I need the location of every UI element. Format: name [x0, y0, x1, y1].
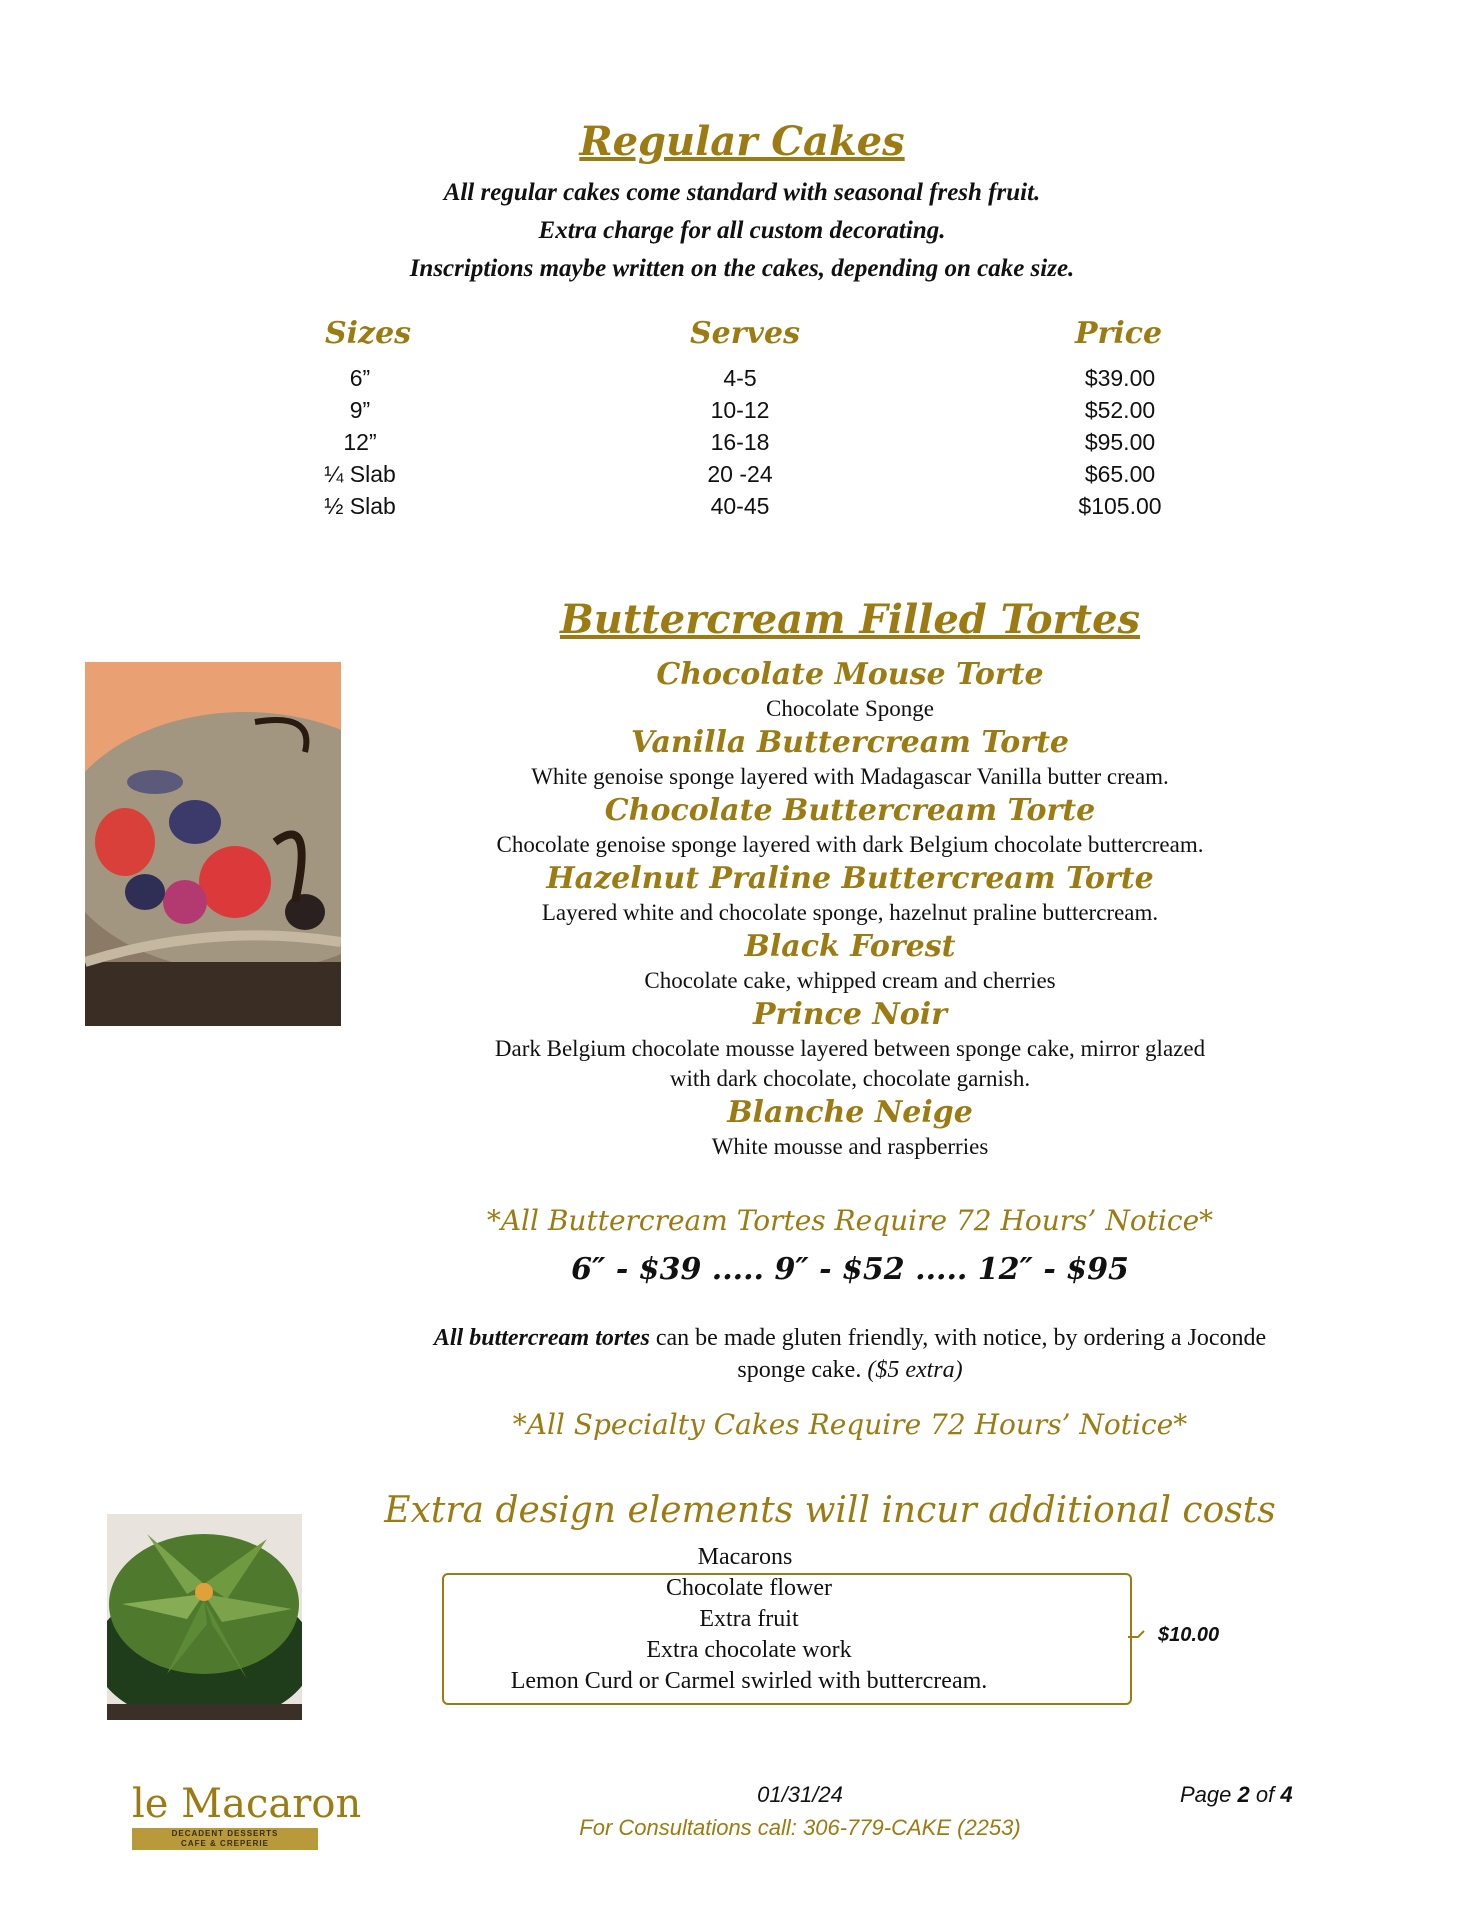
- logo-sub-2: CAFE & CREPERIE: [181, 1839, 269, 1848]
- intro-line: Extra charge for all custom decorating.: [538, 217, 946, 244]
- price-cell: $65.00: [1084, 461, 1156, 487]
- page-of: of: [1249, 1782, 1281, 1807]
- gf-text2: sponge cake.: [737, 1357, 868, 1383]
- size-cell: ¼ Slab: [324, 461, 396, 487]
- extra-item: Extra chocolate work: [646, 1637, 852, 1663]
- serves-cell: 16-18: [710, 429, 770, 455]
- torte-desc: Layered white and chocolate sponge, hazelnut praline buttercream.: [541, 900, 1159, 925]
- torte-desc: White genoise sponge layered with Madagascar Vanilla butter cream.: [531, 764, 1169, 789]
- torte-desc: with dark chocolate, chocolate garnish.: [669, 1066, 1031, 1091]
- torte-name: Blanche Neige: [727, 1095, 973, 1130]
- torte-notice: *All Buttercream Tortes Require 72 Hours’ Notice*: [486, 1204, 1214, 1237]
- page-prefix: Page: [1180, 1782, 1238, 1807]
- serves-cell: 40-45: [710, 493, 770, 519]
- footer-page: [1180, 1782, 1293, 1808]
- price-cell: $39.00: [1084, 365, 1156, 391]
- header-serves: Serves: [690, 316, 800, 351]
- size-cell: 9”: [349, 397, 371, 423]
- torte-name: Prince Noir: [752, 997, 947, 1032]
- size-cell: 6”: [349, 365, 371, 391]
- header-sizes: Sizes: [325, 316, 412, 351]
- price-column: [1050, 362, 1190, 522]
- torte-name: Hazelnut Praline Buttercream Torte: [546, 861, 1154, 896]
- torte-name: Chocolate Buttercream Torte: [604, 793, 1096, 828]
- price-cell: $95.00: [1084, 429, 1156, 455]
- price-cell: $105.00: [1078, 493, 1162, 519]
- gf-text: can be made gluten friendly, with notice, by ordering a Joconde: [649, 1325, 1267, 1351]
- gf-bold: All buttercream tortes: [433, 1325, 650, 1351]
- intro-line: All regular cakes come standard with seasonal fresh fruit.: [443, 179, 1041, 206]
- size-cell: ½ Slab: [324, 493, 396, 519]
- le-macaron-logo: [132, 1780, 362, 1854]
- page-num: 2: [1237, 1782, 1250, 1807]
- extras-box-items: [444, 1573, 1054, 1697]
- extra-item: Chocolate flower: [666, 1575, 832, 1601]
- regular-intro: [0, 174, 1484, 288]
- extra-item: Extra fruit: [699, 1606, 799, 1632]
- torte-photo: [85, 662, 341, 1026]
- logo-text: le Macaron: [132, 1781, 362, 1827]
- torte-desc: Chocolate genoise sponge layered with dark Belgium chocolate buttercream.: [496, 832, 1204, 857]
- intro-line: Inscriptions maybe written on the cakes, depending on cake size.: [409, 255, 1075, 282]
- footer-consult: For Consultations call: 306-779-CAKE (2253): [579, 1815, 1021, 1840]
- serves-cell: 20 -24: [707, 461, 773, 487]
- torte-prices: 6″ - $39 ..... 9″ - $52 ..... 12″ - $95: [571, 1252, 1129, 1287]
- torte-name: Vanilla Buttercream Torte: [630, 725, 1070, 760]
- logo-sub-1: DECADENT DESSERTS: [171, 1829, 279, 1838]
- torte-list: [350, 656, 1350, 1162]
- torte-desc: Chocolate Sponge: [766, 696, 934, 721]
- torte-name: Black Forest: [744, 929, 956, 964]
- extras-title: Extra design elements will incur additional costs: [384, 1490, 1276, 1531]
- specialty-notice: *All Specialty Cakes Require 72 Hours’ Notice*: [512, 1408, 1188, 1441]
- serves-column: [680, 362, 800, 522]
- header-price: Price: [1075, 316, 1163, 351]
- footer-date: 01/31/24: [757, 1782, 843, 1807]
- gf-line-1: [250, 1322, 1450, 1354]
- sizes-column: [300, 362, 420, 522]
- price-cell: $52.00: [1084, 397, 1156, 423]
- torte-desc: Chocolate cake, whipped cream and cherries: [644, 968, 1056, 993]
- gf-line-2: [250, 1354, 1450, 1386]
- tortes-title: Buttercream Filled Tortes: [559, 596, 1141, 643]
- gf-extra: ($5 extra): [867, 1357, 963, 1383]
- brace-connector: [1128, 1625, 1154, 1649]
- regular-cakes-title: Regular Cakes: [579, 118, 905, 165]
- torte-desc: White mousse and raspberries: [711, 1134, 989, 1159]
- extras-price: $10.00: [1158, 1624, 1220, 1646]
- serves-cell: 10-12: [710, 397, 770, 423]
- extra-item: Lemon Curd or Carmel swirled with buttercream.: [510, 1668, 988, 1694]
- extra-item: Macarons: [697, 1544, 793, 1570]
- serves-cell: 4-5: [723, 365, 757, 391]
- page-total: 4: [1280, 1782, 1293, 1807]
- logo-banner: [132, 1828, 318, 1850]
- specialty-cake-photo: [107, 1514, 302, 1720]
- size-cell: 12”: [343, 429, 377, 455]
- gluten-friendly-note: [250, 1322, 1450, 1386]
- torte-desc: Dark Belgium chocolate mousse layered between sponge cake, mirror glazed: [494, 1036, 1206, 1061]
- torte-name: Chocolate Mouse Torte: [656, 657, 1044, 692]
